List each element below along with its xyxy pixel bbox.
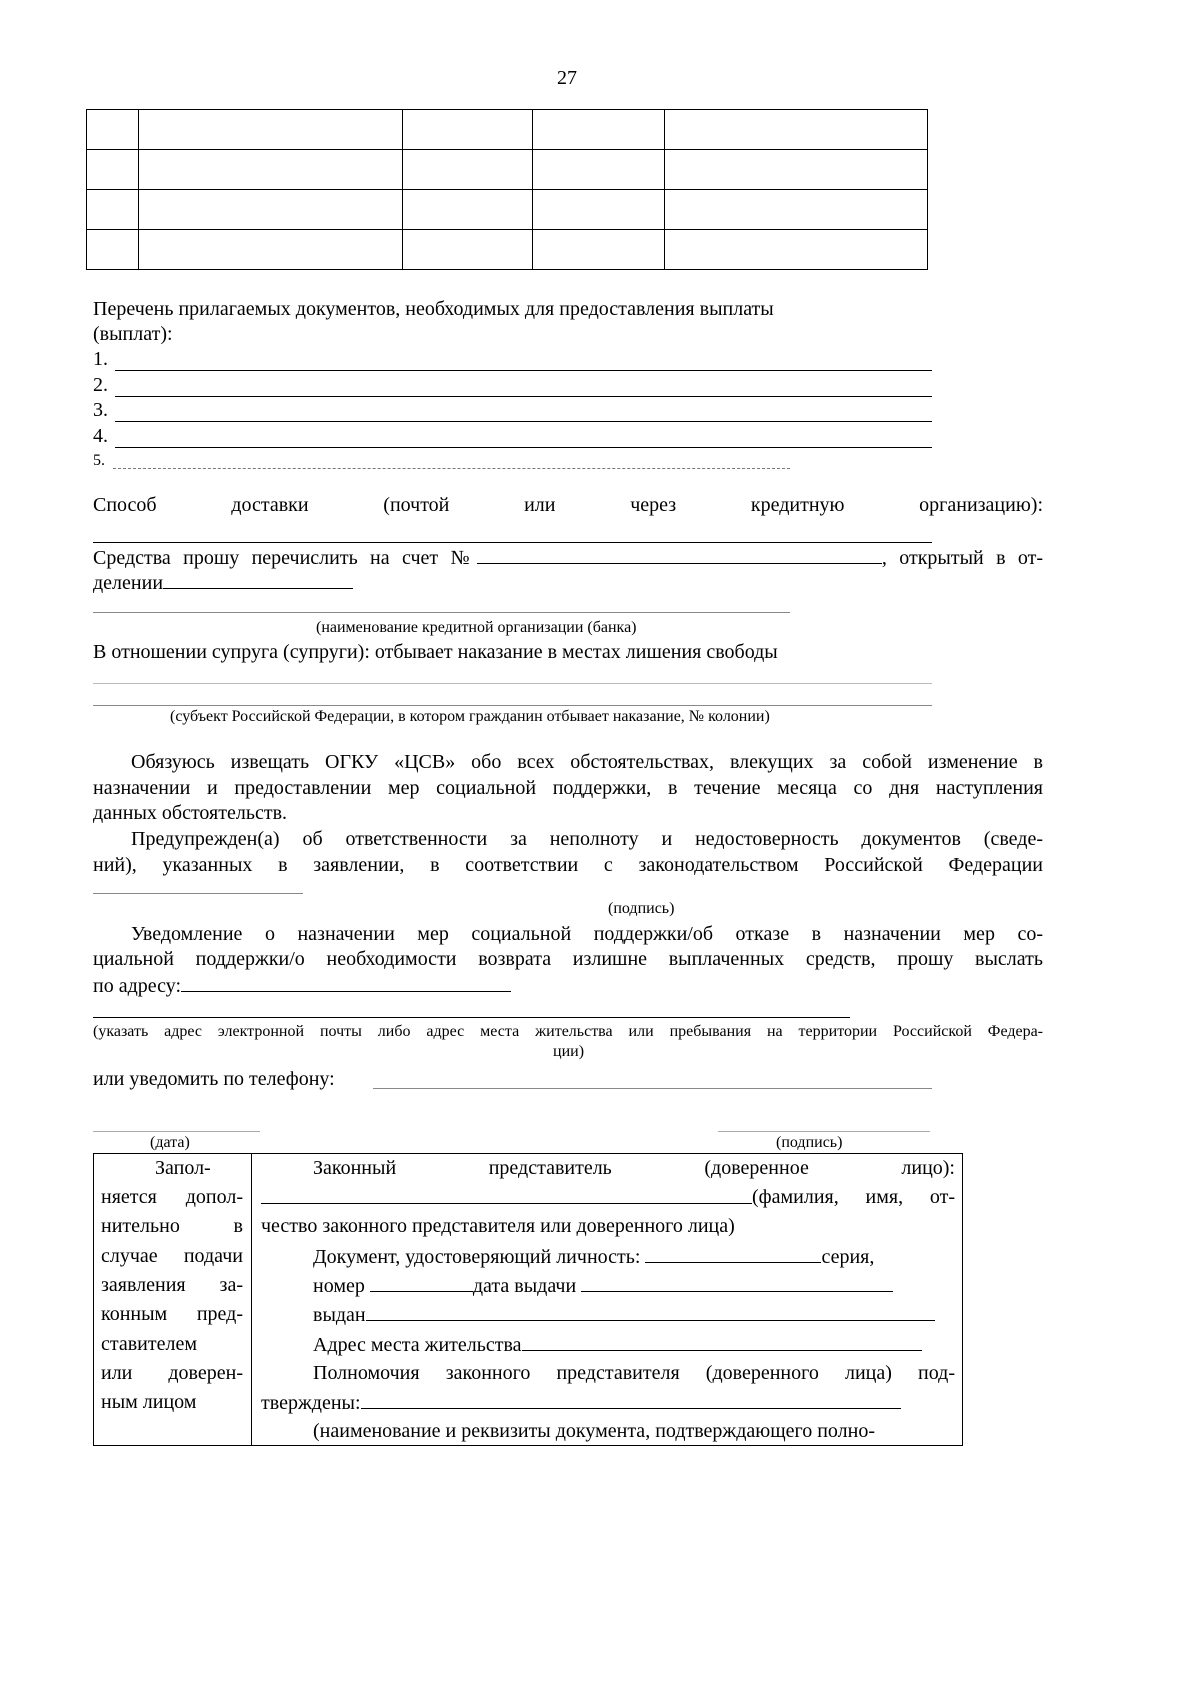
rep-line-10: (наименование и реквизиты документа, подтверждающего полно- [313, 1420, 876, 1442]
rep-name-field[interactable] [261, 1185, 752, 1204]
address-label: по адресу: [93, 975, 182, 997]
authority-doc-field[interactable] [361, 1390, 901, 1409]
spouse-caption: (субъект Российской Федерации, в котором гражданин отбывает наказание, № колонии) [170, 708, 770, 725]
branch-line [93, 570, 353, 595]
issued-by-label: выдан [313, 1304, 366, 1326]
data-table [86, 109, 928, 270]
attachment-field-2[interactable] [115, 396, 932, 397]
left-line: конным пред- [101, 1303, 243, 1325]
attachment-item-2: 2. [93, 374, 108, 396]
account-label: Средства прошу перечислить на счет № [93, 547, 477, 569]
id-doc-field[interactable] [645, 1244, 821, 1263]
attachment-item-3: 3. [93, 399, 108, 421]
spouse-field-1[interactable] [93, 683, 932, 684]
left-line: ставителем [101, 1333, 198, 1355]
left-line: ным лицом [101, 1391, 197, 1413]
confirmed-label: тверждены: [261, 1392, 361, 1414]
issue-date-field[interactable] [581, 1273, 893, 1292]
attachment-item-5: 5. [93, 452, 105, 469]
address-caption-cont: ции) [553, 1043, 585, 1060]
obligation-line-3: данных обстоятельств. [93, 802, 288, 824]
number-label: номер [313, 1275, 365, 1297]
obligation-line-1: Обязуюсь извещать ОГКУ «ЦСВ» обо всех обстоятельствах, влекущих за собой изменение в [131, 751, 1043, 773]
signature-field-2[interactable] [718, 1131, 930, 1132]
phone-label: или уведомить по телефону: [93, 1068, 335, 1090]
series-label: серия, [821, 1246, 875, 1268]
rep-line-5 [313, 1273, 893, 1298]
rep-line-3: чество законного представителя или доверенного лица) [261, 1215, 735, 1237]
branch-field[interactable] [163, 570, 353, 589]
delivery-field[interactable] [93, 542, 932, 543]
phone-field[interactable] [373, 1088, 932, 1089]
attachments-title-cont: (выплат): [93, 323, 173, 345]
issue-date-label: дата выдачи [472, 1275, 577, 1297]
left-line: няется допол- [101, 1186, 243, 1208]
account-line [93, 545, 1043, 569]
spouse-field-2[interactable] [93, 705, 932, 706]
branch-label: делении [93, 572, 164, 594]
notice-line-2: циальной поддержки/о необходимости возврата излишне выплаченных средств, прошу выслать [93, 948, 1043, 970]
signature-caption: (подпись) [608, 900, 675, 917]
rep-line-8: Полномочия законного представителя (доверенного лица) под- [313, 1362, 955, 1384]
page-number: 27 [557, 67, 577, 89]
attachments-title: Перечень прилагаемых документов, необходимых для предоставления выплаты [93, 298, 774, 320]
attachment-field-4[interactable] [115, 447, 932, 448]
account-opened-label: , открытый в от- [881, 547, 1043, 569]
rep-line-1: Законный представитель (доверенное лицо): [313, 1157, 955, 1179]
address-field[interactable] [181, 973, 511, 992]
left-line: Запол- [155, 1157, 211, 1179]
attachment-item-4: 4. [93, 425, 108, 447]
rep-line-9 [261, 1390, 901, 1415]
residence-field[interactable] [522, 1332, 922, 1351]
delivery-label: Способ доставки (почтой или через кредитную организацию): [93, 494, 1043, 516]
representative-divider [251, 1153, 252, 1446]
attachment-field-3[interactable] [115, 421, 932, 422]
number-field[interactable] [370, 1273, 473, 1292]
obligation-line-2: назначении и предоставлении мер социальной поддержки, в течение месяца со дня наступления [93, 777, 1043, 799]
issued-by-field[interactable] [366, 1302, 935, 1321]
left-line: или доверен- [101, 1362, 243, 1384]
bank-name-caption: (наименование кредитной организации (банка) [316, 619, 637, 636]
left-line: случае подачи [101, 1245, 243, 1267]
rep-line-4 [313, 1244, 874, 1269]
rep-line-6 [313, 1302, 935, 1327]
attachment-field-1[interactable] [115, 370, 932, 371]
rep-line-2 [261, 1185, 955, 1209]
warning-line-1: Предупрежден(а) об ответственности за неполноту и недостоверность документов (сведе- [131, 828, 1043, 850]
rep-line-7 [313, 1332, 922, 1357]
address-field-2[interactable] [93, 1017, 850, 1018]
bank-name-field[interactable] [93, 612, 790, 613]
left-line: заявления за- [101, 1274, 243, 1296]
attachment-item-1: 1. [93, 348, 108, 370]
address-line [93, 973, 511, 998]
residence-label: Адрес места жительства [313, 1334, 522, 1356]
date-field[interactable] [93, 1131, 260, 1132]
signature-caption-2: (подпись) [776, 1134, 843, 1151]
address-caption: (указать адрес электронной почты либо адрес места жительства или пребывания на территории Российской Федера- [93, 1023, 1043, 1040]
warning-line-2: ний), указанных в заявлении, в соответствии с законодательством Российской Федерации [93, 854, 1043, 876]
account-number-field[interactable] [477, 545, 882, 564]
spouse-text: В отношении супруга (супруги): отбывает наказание в местах лишения свободы [93, 641, 778, 663]
rep-name-caption: (фамилия, имя, от- [752, 1186, 955, 1208]
signature-field[interactable] [93, 893, 303, 894]
id-doc-label: Документ, удостоверяющий личность: [313, 1246, 641, 1268]
notice-line-1: Уведомление о назначении мер социальной поддержки/об отказе в назначении мер со- [131, 923, 1043, 945]
date-caption: (дата) [150, 1134, 190, 1151]
left-line: нительно в [101, 1215, 243, 1237]
attachment-field-5[interactable] [113, 468, 790, 469]
